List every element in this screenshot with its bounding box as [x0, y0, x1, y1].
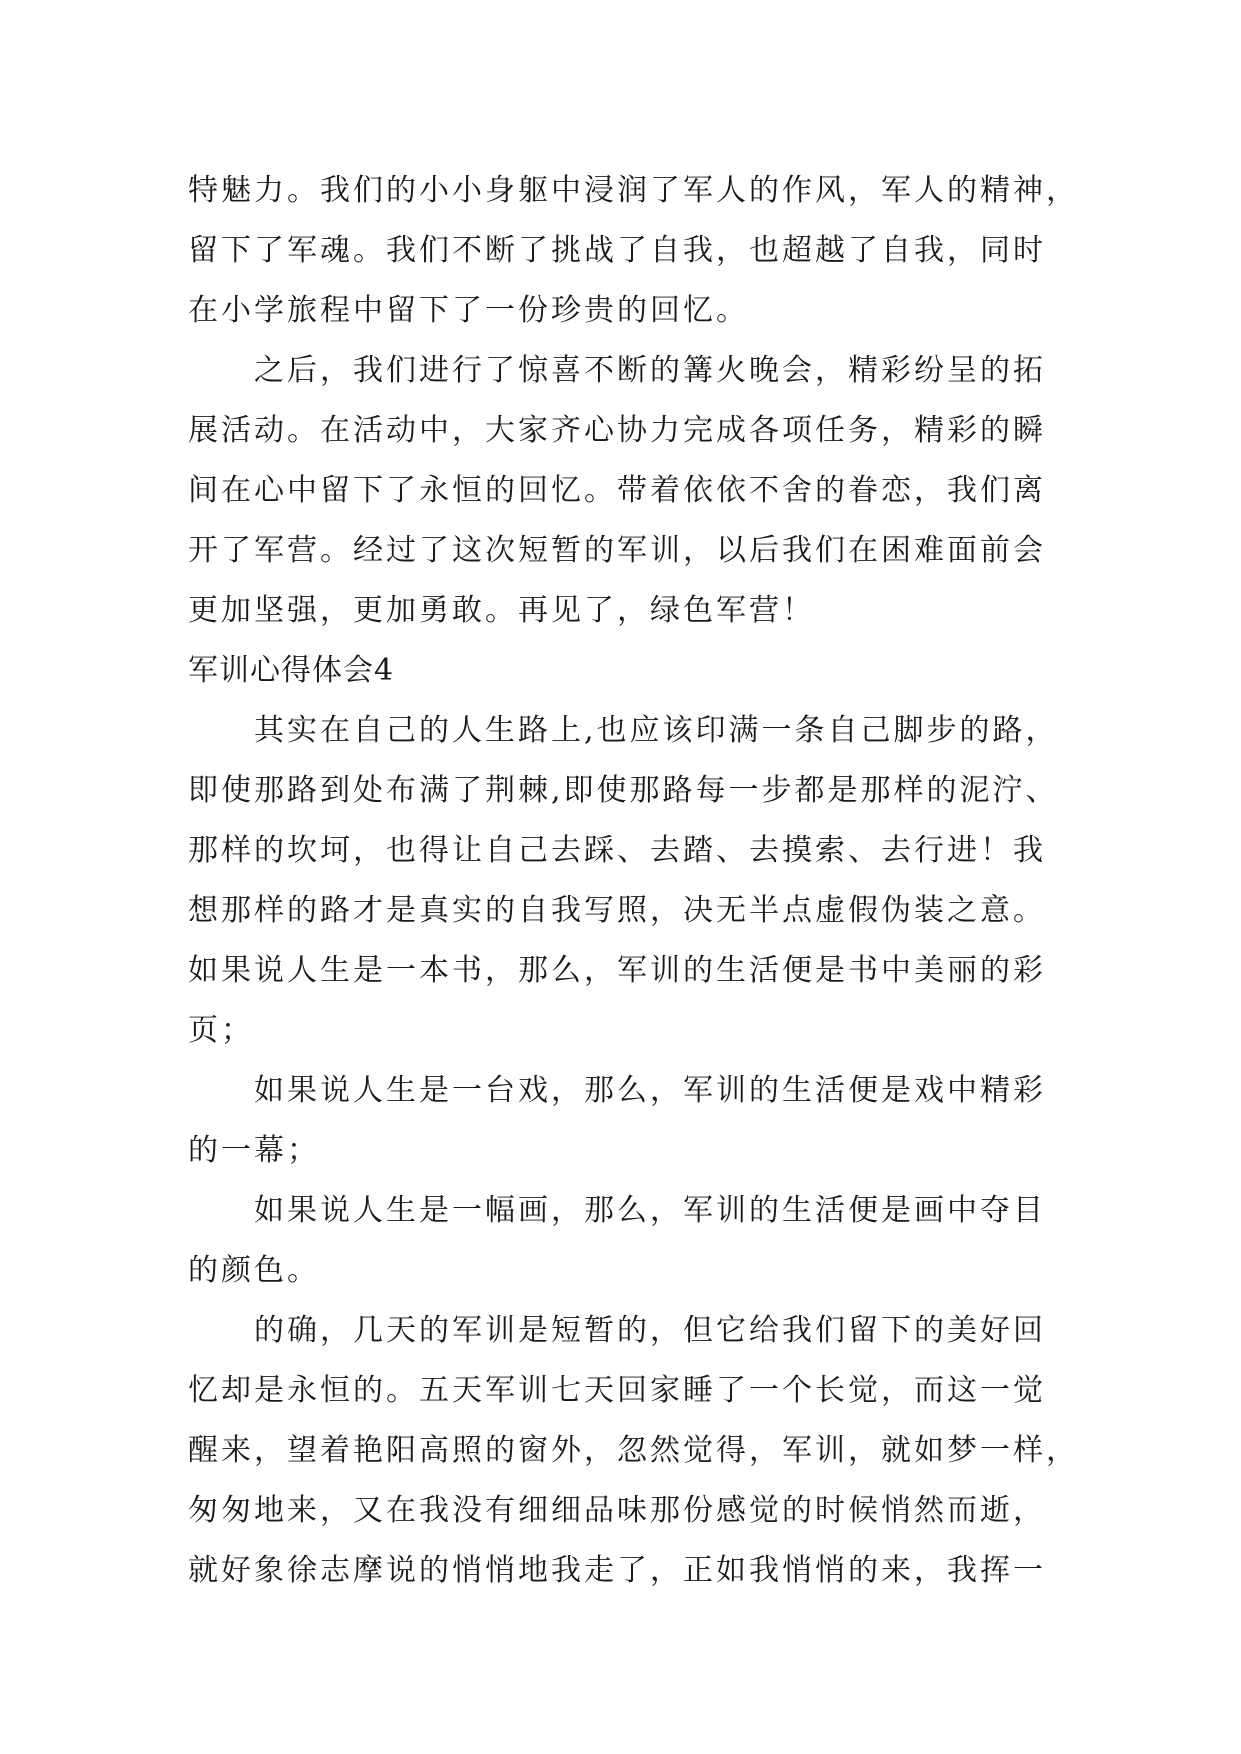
- text-line: 的一幕；: [188, 1133, 320, 1168]
- paragraph-start-line: 之后，我们进行了惊喜不断的篝火晚会，精彩纷呈的拓: [254, 353, 1046, 388]
- text-line: 展活动。在活动中，大家齐心协力完成各项任务，精彩的瞬: [188, 413, 1046, 448]
- paragraph-start-line: 的确，几天的军训是短暂的，但它给我们留下的美好回: [254, 1313, 1046, 1348]
- text-line: 那样的坎坷，也得让自己去踩、去踏、去摸索、去行进！我: [188, 833, 1046, 868]
- text-line: 醒来，望着艳阳高照的窗外，忽然觉得，军训，就如梦一样，: [188, 1433, 1079, 1468]
- text-line: 就好象徐志摩说的悄悄地我走了，正如我悄悄的来，我挥一: [188, 1553, 1046, 1588]
- text-line: 特魅力。我们的小小身躯中浸润了军人的作风，军人的精神，: [188, 173, 1079, 208]
- paragraph-start-line: 其实在自己的人生路上,也应该印满一条自己脚步的路，: [254, 713, 1059, 748]
- text-line: 留下了军魂。我们不断了挑战了自我，也超越了自我，同时: [188, 233, 1046, 268]
- text-line: 开了军营。经过了这次短暂的军训，以后我们在困难面前会: [188, 533, 1046, 568]
- text-line: 即使那路到处布满了荆棘,即使那路每一步都是那样的泥泞、: [188, 773, 1059, 808]
- text-line: 的颜色。: [188, 1253, 320, 1288]
- text-line: 想那样的路才是真实的自我写照，决无半点虚假伪装之意。: [188, 893, 1046, 928]
- text-line: 在小学旅程中留下了一份珍贵的回忆。: [188, 293, 749, 328]
- document-body: [188, 161, 1079, 1601]
- text-line: 更加坚强，更加勇敢。再见了，绿色军营！: [188, 593, 815, 628]
- text-line: 忆却是永恒的。五天军训七天回家睡了一个长觉，而这一觉: [188, 1373, 1046, 1408]
- paragraph-start-line: 如果说人生是一幅画，那么，军训的生活便是画中夺目: [254, 1193, 1046, 1228]
- text-line: 匆匆地来，又在我没有细细品味那份感觉的时候悄然而逝，: [188, 1493, 1046, 1528]
- text-line: 页；: [188, 1013, 254, 1048]
- paragraph-start-line: 如果说人生是一台戏，那么，军训的生活便是戏中精彩: [254, 1073, 1046, 1108]
- text-line: 间在心中留下了永恒的回忆。带着依依不舍的眷恋，我们离: [188, 473, 1046, 508]
- section-heading: 军训心得体会4: [188, 653, 395, 688]
- text-line: 如果说人生是一本书，那么，军训的生活便是书中美丽的彩: [188, 953, 1046, 988]
